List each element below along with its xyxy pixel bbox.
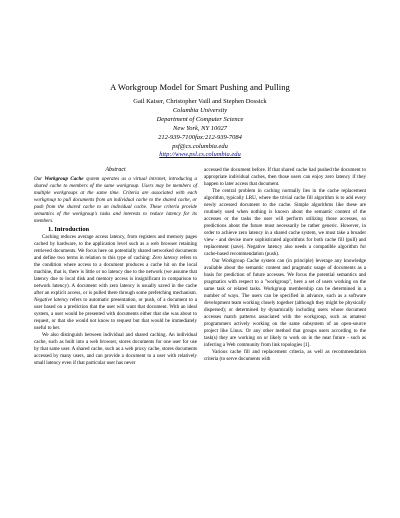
intro-paragraph-2: We also distinguish between individual and shared caching. An individual cache, such as built into a web browser, stores documents for one user for use by that same user. A shared cache, such as a web proxy cache, stores documents accessed by many users, and can provide a document to a user with relatively small latency even if that particular user has never: [34, 331, 197, 366]
left-column: [34, 167, 197, 367]
department: Department of Computer Science: [156, 115, 244, 123]
city: New York, NY 10027: [173, 124, 227, 132]
homepage-link[interactable]: http://www.psl.cs.columbia.edu: [159, 151, 241, 159]
intro-p1-part-a: Caching reduces average access latency, from registers and memory pages cached by hardware, to the application level such as a web browser retaining retrieved documents. We focus here on potentially shared networked documents and define two terms in relation to this type of caching:: [34, 233, 197, 261]
section-heading-introduction: 1. Introduction: [48, 225, 90, 233]
intro-paragraph-3: The central problem in caching normally lies in the cache replacement algorithm, typically LRU, where the trivial cache fill algorithm is to add every newly accessed document to the cache. Simple algorithms like these are routinely used when nothing is known about the semantic content of the accesses or the tasks the user will perform utilizing those accesses, so predictions about the future must necessarily be rather generic. However, in order to achieve zero latency in a shared cache system, we must take a broader view - and devise more sophisticated algorithms for both cache fill (pull) and replacement (save). Negative latency also needs a compatible algorithm for cache-based recommendation (push).: [204, 187, 366, 257]
intro-paragraph-1: [34, 234, 197, 332]
paper-title: A Workgroup Model for Smart Pushing and Pulling: [110, 82, 290, 92]
intro-paragraph-5: Various cache fill and replacement criteria, as well as recommendation criteria (to serve documents with: [204, 348, 366, 362]
affiliation: Columbia University: [172, 106, 228, 114]
abstract-heading: Abstract: [105, 167, 126, 173]
author-block: [0, 98, 400, 160]
intro-p1-part-b: refers to the condition where access to a document produces a cache hit on the local machine, that is, there is little or no latency due to the network (we assume that latency due to local disk and memory access is insignificant in comparison to network latency). A document with zero latency is usually saved in the cache after an explicit access, or is pulled there through some prefetching mechanism.: [34, 254, 197, 296]
phone-fax: 212-939-7100fax:212-939-7084: [158, 133, 242, 141]
intro-paragraph-2-continued: accessed the document before. If that shared cache had pushed the document to appropriate individual caches, then those users can enjoy zero latency if they happen to later access that document.: [204, 167, 366, 187]
intro-paragraph-4: Our Workgroup Cache system can (in principle) leverage any knowledge available about the semantic content and pragmatic usage of documents as a basis for prediction of future accesses. We focus the potential semantics and pragmatics with respect to a "workgroup", here a set of users working on the same task or related tasks. Workgroup membership can be determined in a number of ways. The users can be specified in advance, such as a software development team working closely together (although they might be physically dispersed); or determined by dynamically including users whose document accesses match patterns associated with the workgroup, such as amateur programmers actively working on the same subsystem of an open-source project like Linux. Or any other method that groups users according to the task(s) they are working on or likely to work on in the near future - such as inferring a Web community from link topologies [1].: [204, 257, 366, 348]
abstract-text-start: Our: [34, 175, 43, 182]
abstract-text: [34, 176, 197, 225]
term-zero-latency: Zero latency: [152, 254, 179, 261]
email: psf@cs.columbia.edu: [172, 142, 228, 150]
abstract-text-rest: system operates as a virtual intranet, introducing a shared cache to members of the same workgroup. Users may be members of multiple workgroups at the same time. Criteria are associated with each workgroup to pull documents from an individual cache to the shared cache, or push from the shared cache to an individual cache. These criteria provide semantics of the workgroup's tasks and interests to reduce latency for its members.: [34, 175, 198, 224]
authors: Gail Kaiser, Christopher Vaill and Stephen Dossick: [133, 98, 267, 105]
intro-p1-part-c: refers to automatic presentation, or push, of a document to a user based on a prediction that the user will want that document. With an ideal system, a user would be presented with documents either that she was about to request, or that she would not know to request but that would be immediately useful to her.: [34, 296, 197, 331]
right-column: [204, 167, 366, 363]
term-negative-latency: Negative latency: [34, 296, 69, 303]
abstract-system-name: Workgroup Cache: [44, 175, 84, 182]
